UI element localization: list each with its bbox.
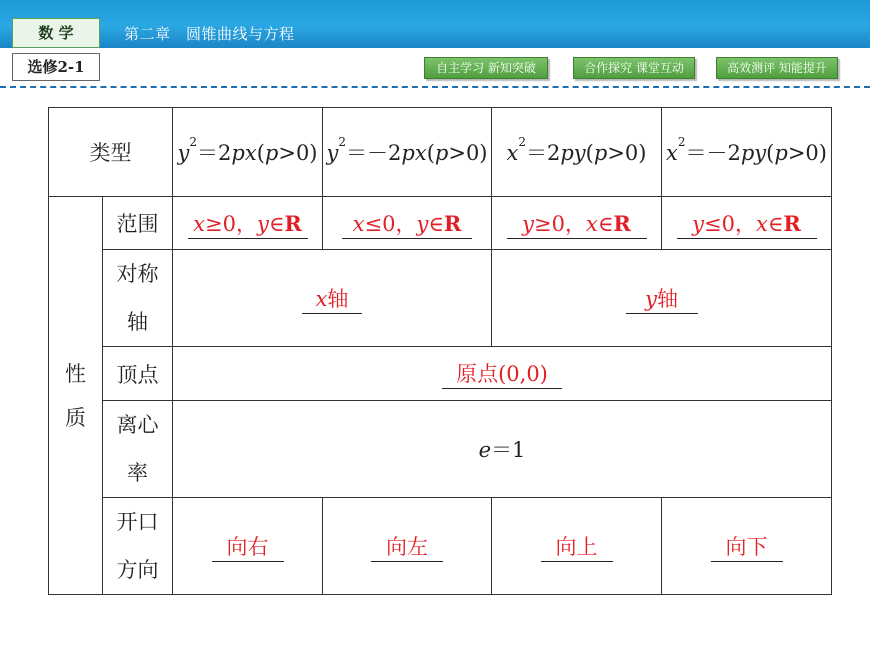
chapter-title: 第二章 圆锥曲线与方程 — [124, 25, 295, 43]
range-cell: y≥0，x∈R — [492, 197, 662, 250]
nav-button-assessment[interactable] — [716, 57, 838, 79]
table-row-types — [49, 108, 832, 197]
table-row-eccentricity — [49, 401, 832, 498]
range-cell: y≤0，x∈R — [662, 197, 832, 250]
eccentricity-cell: e＝1 — [173, 401, 832, 498]
type-header: 类型 — [49, 108, 173, 197]
nav-button-self-study[interactable] — [424, 57, 548, 79]
property-char: 质 — [65, 405, 86, 430]
axis-cell: y轴 — [492, 250, 832, 347]
parabola-properties-table — [48, 107, 832, 595]
opening-cell: 向右 — [173, 498, 323, 595]
equation-cell: $x^2=2py(p>0)$ — [492, 108, 662, 197]
opening-cell: 向上 — [492, 498, 662, 595]
equation-cell: $x^2=-2py(p>0)$ — [662, 108, 832, 197]
table-row-vertex — [49, 347, 832, 401]
divider — [0, 86, 870, 88]
table-row-opening — [49, 498, 832, 595]
vertex-cell: 原点(0,0) — [173, 347, 832, 401]
property-header — [49, 197, 103, 595]
opening-cell: 向下 — [662, 498, 832, 595]
subject-label: 数 学 — [12, 18, 100, 48]
axis-cell: x轴 — [173, 250, 492, 347]
range-cell: x≤0，y∈R — [323, 197, 492, 250]
opening-cell: 向左 — [323, 498, 492, 595]
table-row-axis — [49, 250, 832, 347]
eccentricity-label: 离心 率 — [103, 401, 173, 498]
range-cell: x≥0，y∈R — [173, 197, 323, 250]
elective-label: 选修2-1 — [12, 53, 100, 81]
nav-label: 合作探究 课堂互动 — [584, 61, 684, 75]
opening-label: 开口 方向 — [103, 498, 173, 595]
equation-cell: $y^2=2px(p>0)$ — [173, 108, 323, 197]
header-bar — [0, 0, 870, 48]
equation-cell: $y^2=-2px(p>0)$ — [323, 108, 492, 197]
property-char: 性 — [65, 361, 86, 386]
vertex-label: 顶点 — [103, 347, 173, 401]
nav-label: 自主学习 新知突破 — [436, 61, 536, 75]
nav-button-cooperative[interactable] — [573, 57, 695, 79]
range-label: 范围 — [103, 197, 173, 250]
axis-label: 对称 轴 — [103, 250, 173, 347]
table-row-range — [49, 197, 832, 250]
nav-label: 高效测评 知能提升 — [727, 61, 827, 75]
